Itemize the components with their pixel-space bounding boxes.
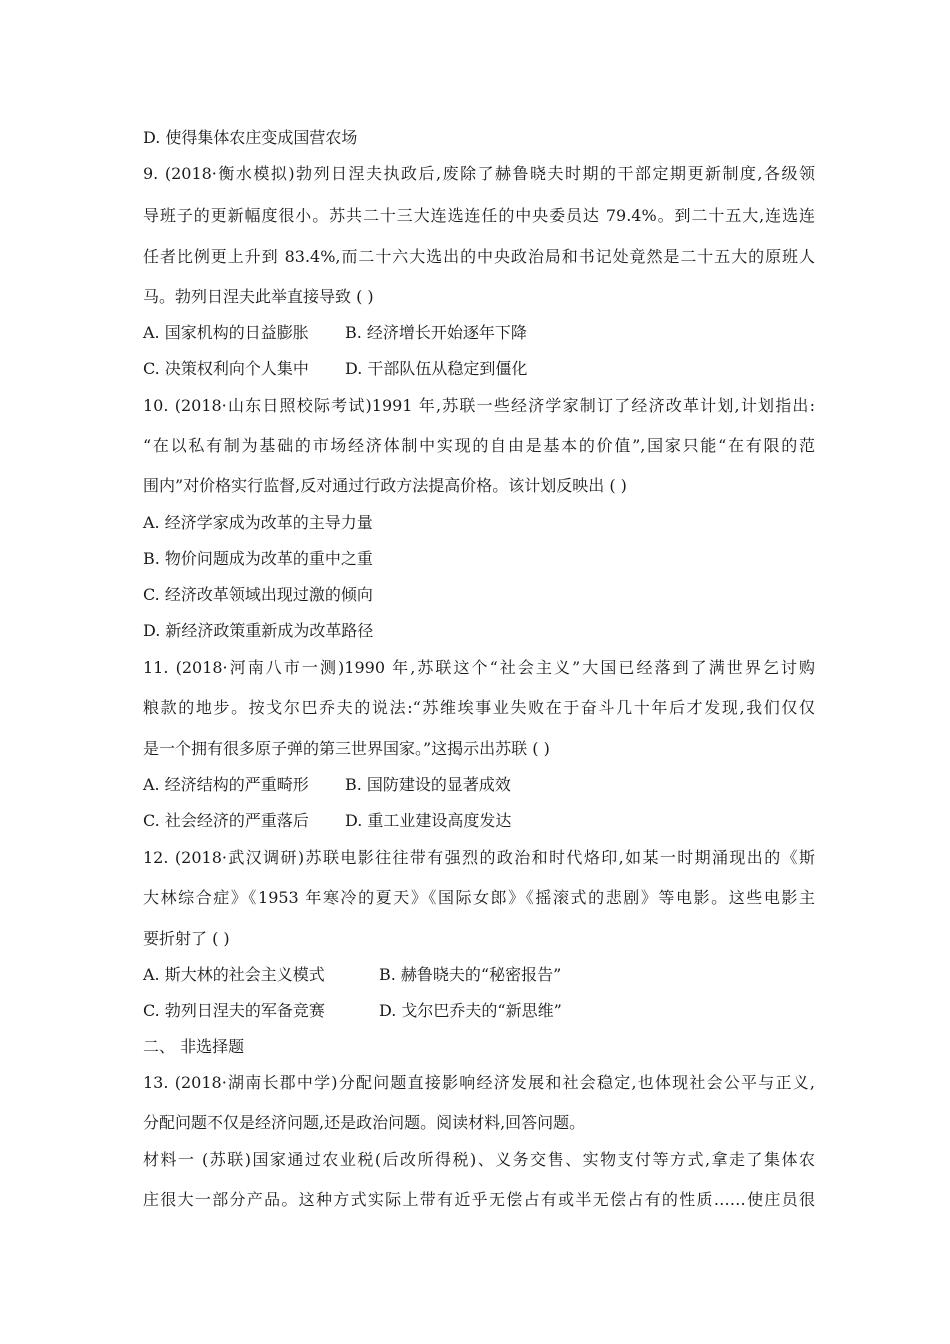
- q13-material-1-line-2: 庄很大一部分产品。这种方式实际上带有近乎无偿占有或半无偿占有的性质……使庄员很: [143, 1190, 815, 1209]
- q12-stem-line-3: 要折射了 ( ): [143, 929, 230, 948]
- q9-stem-line-2: 导班子的更新幅度很小。苏共二十三大连选连任的中央委员达 79.4%。到二十五大,连选连: [143, 206, 815, 225]
- q12-options-row-2: [143, 1001, 562, 1021]
- q12-option-b: B. 赫鲁晓夫的“秘密报告”: [379, 965, 562, 984]
- q11-option-b: B. 国防建设的显著成效: [345, 775, 511, 794]
- q12-option-a: A. 斯大林的社会主义模式: [143, 965, 325, 984]
- q9-stem-line-1: 9. (2018·衡水模拟)勃列日涅夫执政后,废除了赫鲁晓夫时期的干部定期更新制度,各级领: [143, 164, 815, 183]
- q12-option-c: C. 勃列日涅夫的军备竞赛: [143, 1001, 325, 1020]
- q11-stem-line-2: 粮款的地步。按戈尔巴乔夫的说法:“苏维埃事业失败在于奋斗几十年后才发现,我们仅仅: [143, 698, 815, 717]
- q12-stem-line-1: 12. (2018·武汉调研)苏联电影往往带有强烈的政治和时代烙印,如某一时期涌现出的《斯: [143, 848, 815, 867]
- q11-option-a: A. 经济结构的严重畸形: [143, 775, 309, 794]
- q10-option-c: C. 经济改革领域出现过激的倾向: [143, 585, 373, 604]
- q12-option-d: D. 戈尔巴乔夫的“新思维”: [379, 1001, 562, 1020]
- q9-option-b: B. 经济增长开始逐年下降: [345, 323, 527, 342]
- q8-option-d: D. 使得集体农庄变成国营农场: [143, 128, 358, 147]
- q9-stem-line-3: 任者比例更上升到 83.4%,而二十六大选出的中央政治局和书记处竟然是二十五大的原班人: [143, 247, 815, 266]
- q9-options-row-2: [143, 359, 527, 379]
- q11-stem-line-1: 11. (2018·河南八市一测)1990 年,苏联这个“社会主义”大国已经落到了满世界乞讨购: [143, 658, 815, 677]
- q10-stem-line-3: 围内”对价格实行监督,反对通过行政方法提高价格。该计划反映出 ( ): [143, 476, 627, 495]
- q12-options-row-1: [143, 965, 561, 985]
- q10-option-d: D. 新经济政策重新成为改革路径: [143, 621, 374, 640]
- section-heading-non-choice: 二、 非选择题: [143, 1037, 245, 1056]
- q10-option-a: A. 经济学家成为改革的主导力量: [143, 513, 373, 532]
- q11-option-c: C. 社会经济的严重落后: [143, 811, 309, 830]
- q9-option-a: A. 国家机构的日益膨胀: [143, 323, 309, 342]
- q13-stem-line-2: 分配问题不仅是经济问题,还是政治问题。阅读材料,回答问题。: [143, 1113, 586, 1132]
- q10-option-b: B. 物价问题成为改革的重中之重: [143, 549, 373, 568]
- q11-stem-line-3: 是一个拥有很多原子弹的第三世界国家。”这揭示出苏联 ( ): [143, 739, 550, 758]
- q10-stem-line-1: 10. (2018·山东日照校际考试)1991 年,苏联一些经济学家制订了经济改革计划,计划指出:: [143, 396, 815, 415]
- q9-option-d: D. 干部队伍从稳定到僵化: [345, 359, 528, 378]
- q11-option-d: D. 重工业建设高度发达: [345, 811, 512, 830]
- q11-options-row-1: [143, 775, 511, 795]
- q10-stem-line-2: “在以私有制为基础的市场经济体制中实现的自由是基本的价值”,国家只能“在有限的范: [143, 436, 815, 455]
- q9-option-c: C. 决策权利向个人集中: [143, 359, 309, 378]
- q9-options-row-1: [143, 323, 527, 343]
- q13-material-1-line-1: 材料一 (苏联)国家通过农业税(后改所得税)、义务交售、实物支付等方式,拿走了集体农: [143, 1150, 815, 1169]
- q9-stem-line-4: 马。勃列日涅夫此举直接导致 ( ): [143, 287, 374, 306]
- q11-options-row-2: [143, 811, 511, 831]
- q12-stem-line-2: 大林综合症》《1953 年寒冷的夏天》《国际女郎》《摇滚式的悲剧》等电影。这些电影主: [143, 888, 815, 907]
- q13-stem-line-1: 13. (2018·湖南长郡中学)分配问题直接影响经济发展和社会稳定,也体现社会公平与正义,: [143, 1073, 815, 1092]
